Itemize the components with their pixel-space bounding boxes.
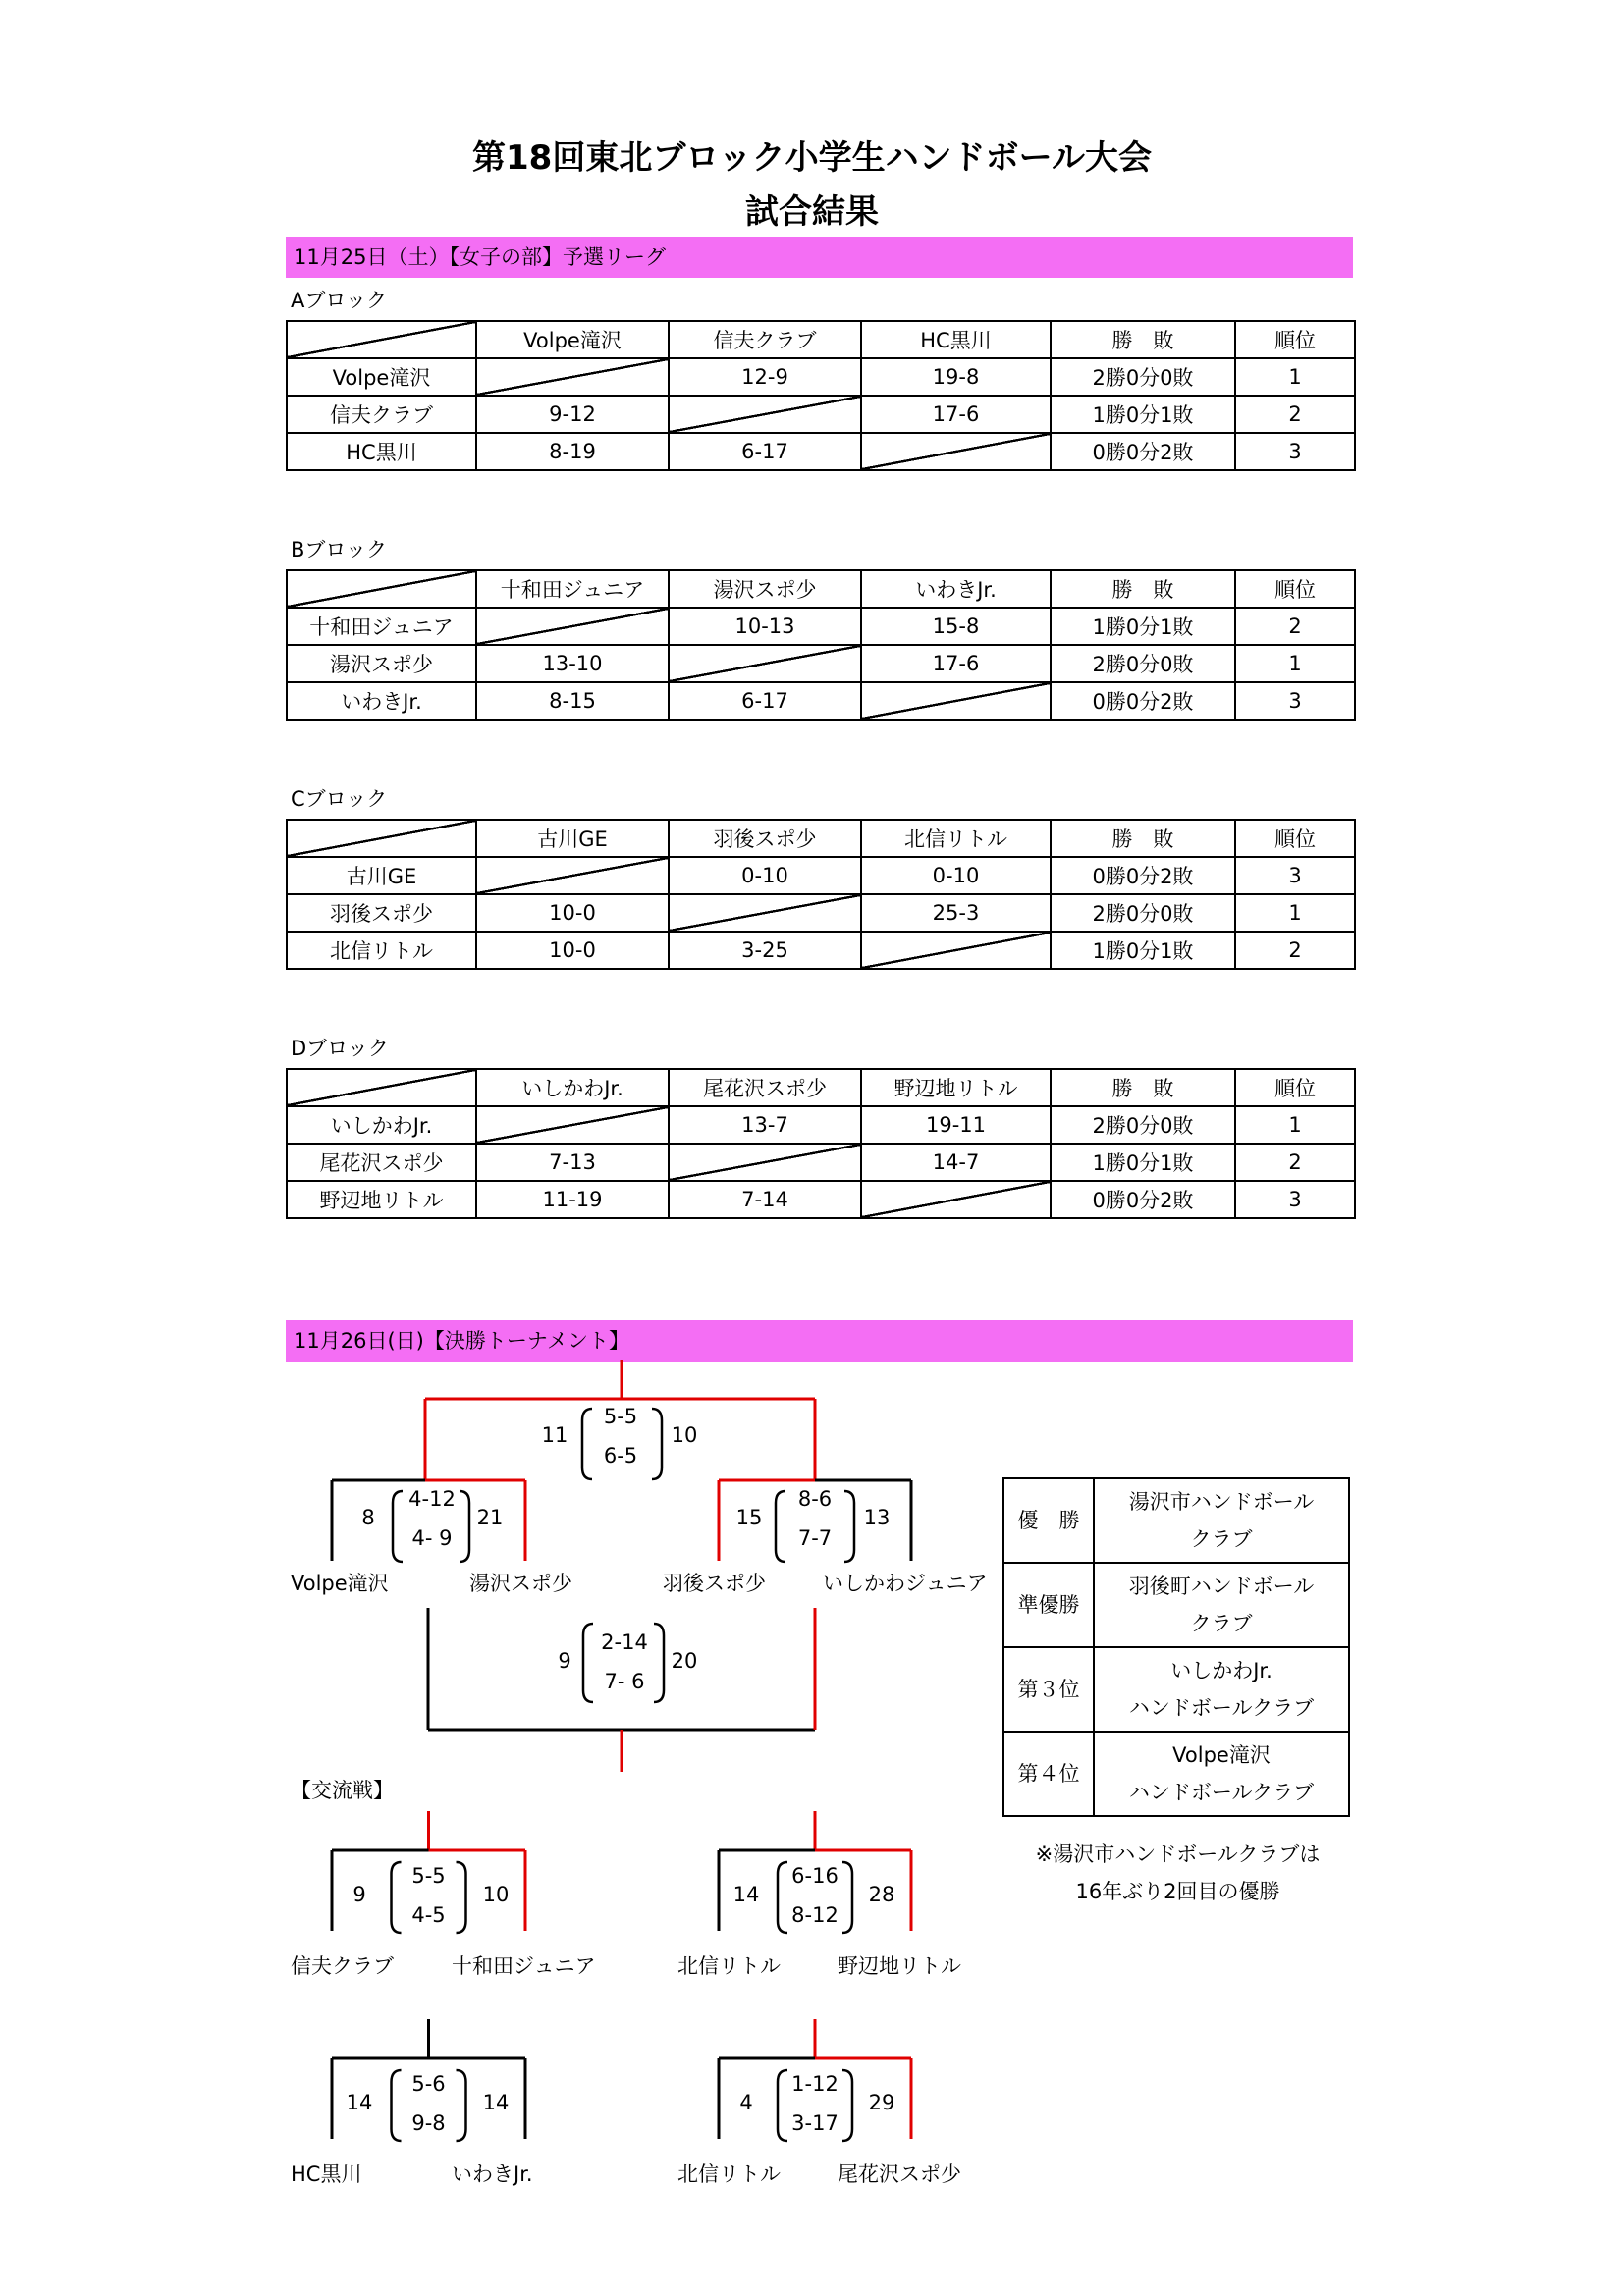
rank-cell: 2 bbox=[1235, 608, 1355, 645]
score-cell: 7-14 bbox=[669, 1181, 861, 1218]
third-left-total: 9 bbox=[558, 1649, 571, 1673]
sf1-half2: 4- 9 bbox=[411, 1526, 453, 1550]
standing-team bbox=[1094, 1732, 1349, 1816]
block-label: Dブロック bbox=[291, 1037, 389, 1060]
record-cell: 1勝0分1敗 bbox=[1051, 932, 1235, 969]
standing-team-line1: 羽後町ハンドボール bbox=[1128, 1575, 1315, 1598]
exchange-half2: 4-5 bbox=[411, 1903, 446, 1927]
page-subtitle: 試合結果 bbox=[745, 192, 879, 232]
standing-team-line2: クラブ bbox=[1190, 1612, 1253, 1635]
exchange-label: 【交流戦】 bbox=[291, 1779, 394, 1802]
standing-row bbox=[1003, 1563, 1349, 1647]
rank-cell: 2 bbox=[1235, 932, 1355, 969]
exchange-half1: 1-12 bbox=[791, 2072, 839, 2096]
score-cell: 10-0 bbox=[476, 894, 669, 932]
rank-cell: 3 bbox=[1235, 433, 1355, 470]
column-team-header: 信夫クラブ bbox=[669, 321, 861, 358]
rank-header: 順位 bbox=[1235, 820, 1355, 857]
row-team-name: 尾花沢スポ少 bbox=[287, 1144, 476, 1181]
third-half1: 2-14 bbox=[601, 1630, 648, 1654]
standing-team bbox=[1094, 1478, 1349, 1563]
score-cell: 0-10 bbox=[861, 857, 1051, 894]
row-team-name: いしかわJr. bbox=[287, 1106, 476, 1144]
rank-cell: 3 bbox=[1235, 682, 1355, 720]
final-right-total: 10 bbox=[671, 1423, 698, 1447]
rank-cell: 1 bbox=[1235, 894, 1355, 932]
column-team-header: 古川GE bbox=[476, 820, 669, 857]
exchange-left-total: 14 bbox=[732, 1883, 760, 1906]
third-bracket-close bbox=[654, 1624, 664, 1702]
standing-place: 準優勝 bbox=[1003, 1563, 1094, 1647]
column-team-header: 尾花沢スポ少 bbox=[669, 1069, 861, 1106]
rank-header: 順位 bbox=[1235, 570, 1355, 608]
score-cell: 10-13 bbox=[669, 608, 861, 645]
exchange-left-team: HC黒川 bbox=[291, 2163, 362, 2186]
sf1-right-total: 21 bbox=[476, 1506, 504, 1529]
standing-team bbox=[1094, 1563, 1349, 1647]
exchange-left-team: 北信リトル bbox=[677, 2163, 781, 2186]
sf2-right-total: 13 bbox=[863, 1506, 891, 1529]
exchange-half1: 5-6 bbox=[411, 2072, 446, 2096]
column-team-header: HC黒川 bbox=[861, 321, 1051, 358]
exchange-right-total: 10 bbox=[482, 1883, 510, 1906]
score-cell: 13-7 bbox=[669, 1106, 861, 1144]
row-team-name: 野辺地リトル bbox=[287, 1181, 476, 1218]
exchange-right-team: 尾花沢スポ少 bbox=[838, 2163, 961, 2186]
score-cell: 13-10 bbox=[476, 645, 669, 682]
standing-team-line1: Volpe滝沢 bbox=[1172, 1743, 1271, 1767]
score-cell: 6-17 bbox=[669, 433, 861, 470]
score-cell: 8-19 bbox=[476, 433, 669, 470]
exchange-right-team: 野辺地リトル bbox=[838, 1954, 961, 1978]
rank-cell: 1 bbox=[1235, 645, 1355, 682]
exchange-right-total: 14 bbox=[482, 2091, 510, 2114]
final-left-total: 11 bbox=[541, 1423, 568, 1447]
standing-team-line1: 湯沢市ハンドボール bbox=[1128, 1490, 1315, 1514]
rank-header: 順位 bbox=[1235, 1069, 1355, 1106]
rank-cell: 2 bbox=[1235, 1144, 1355, 1181]
record-header: 勝 敗 bbox=[1051, 1069, 1235, 1106]
standing-team-line2: クラブ bbox=[1190, 1527, 1253, 1551]
sf1-bracket-open bbox=[393, 1491, 403, 1562]
sf2-half2: 7-7 bbox=[797, 1526, 833, 1550]
rank-cell: 1 bbox=[1235, 1106, 1355, 1144]
column-team-header: Volpe滝沢 bbox=[476, 321, 669, 358]
score-cell: 17-6 bbox=[861, 396, 1051, 433]
record-cell: 1勝0分1敗 bbox=[1051, 608, 1235, 645]
block-label: Cブロック bbox=[291, 787, 388, 811]
final-half2: 6-5 bbox=[603, 1444, 638, 1468]
record-cell: 0勝0分2敗 bbox=[1051, 433, 1235, 470]
day2-header: 11月26日(日)【決勝トーナメント】 bbox=[286, 1320, 1353, 1362]
row-team-name: 古川GE bbox=[287, 857, 476, 894]
standing-row bbox=[1003, 1478, 1349, 1563]
final-bracket-close bbox=[652, 1409, 662, 1479]
page-title: 第18回東北ブロック小学生ハンドボール大会 bbox=[472, 138, 1152, 178]
score-cell: 11-19 bbox=[476, 1181, 669, 1218]
standing-row bbox=[1003, 1647, 1349, 1732]
sf2-bracket-close bbox=[844, 1491, 854, 1562]
score-cell: 3-25 bbox=[669, 932, 861, 969]
score-cell: 19-11 bbox=[861, 1106, 1051, 1144]
exchange-right-team: いわきJr. bbox=[452, 2163, 533, 2186]
column-team-header: 北信リトル bbox=[861, 820, 1051, 857]
rank-cell: 1 bbox=[1235, 358, 1355, 396]
score-cell: 12-9 bbox=[669, 358, 861, 396]
note-line2: 16年ぶり2回目の優勝 bbox=[1075, 1880, 1280, 1903]
record-cell: 0勝0分2敗 bbox=[1051, 1181, 1235, 1218]
record-header: 勝 敗 bbox=[1051, 321, 1235, 358]
exchange-half1: 6-16 bbox=[791, 1864, 839, 1888]
exchange-left-team: 信夫クラブ bbox=[291, 1954, 394, 1978]
record-header: 勝 敗 bbox=[1051, 820, 1235, 857]
row-team-name: HC黒川 bbox=[287, 433, 476, 470]
rank-cell: 2 bbox=[1235, 396, 1355, 433]
exchange-right-total: 28 bbox=[868, 1883, 895, 1906]
column-team-header: いしかわJr. bbox=[476, 1069, 669, 1106]
third-bracket-open bbox=[583, 1624, 593, 1702]
column-team-header: 湯沢スポ少 bbox=[669, 570, 861, 608]
block-label: Bブロック bbox=[291, 538, 387, 561]
note-line1: ※湯沢市ハンドボールクラブは bbox=[1035, 1842, 1321, 1866]
exchange-half1: 5-5 bbox=[411, 1864, 446, 1888]
sf2-left-team: 羽後スポ少 bbox=[663, 1572, 766, 1595]
exchange-left-team: 北信リトル bbox=[677, 1954, 781, 1978]
third-half2: 7- 6 bbox=[604, 1670, 645, 1693]
exchange-half2: 3-17 bbox=[791, 2111, 839, 2135]
sf2-bracket-open bbox=[776, 1491, 785, 1562]
standing-team-line2: ハンドボールクラブ bbox=[1128, 1696, 1315, 1720]
row-team-name: 羽後スポ少 bbox=[287, 894, 476, 932]
standing-place: 第３位 bbox=[1003, 1647, 1094, 1732]
record-cell: 2勝0分0敗 bbox=[1051, 1106, 1235, 1144]
standing-team bbox=[1094, 1647, 1349, 1732]
sf1-half1: 4-12 bbox=[408, 1487, 456, 1511]
sf1-left-total: 8 bbox=[361, 1506, 375, 1529]
row-team-name: 湯沢スポ少 bbox=[287, 645, 476, 682]
score-cell: 15-8 bbox=[861, 608, 1051, 645]
record-cell: 0勝0分2敗 bbox=[1051, 682, 1235, 720]
standing-row bbox=[1003, 1732, 1349, 1816]
sf1-right-team: 湯沢スポ少 bbox=[469, 1572, 572, 1595]
exchange-left-total: 9 bbox=[352, 1883, 366, 1906]
record-cell: 0勝0分2敗 bbox=[1051, 857, 1235, 894]
column-team-header: 野辺地リトル bbox=[861, 1069, 1051, 1106]
record-cell: 2勝0分0敗 bbox=[1051, 894, 1235, 932]
rank-cell: 3 bbox=[1235, 1181, 1355, 1218]
block-label: Aブロック bbox=[291, 289, 387, 312]
score-cell: 19-8 bbox=[861, 358, 1051, 396]
day1-header: 11月25日（土）【女子の部】予選リーグ bbox=[286, 237, 1353, 278]
row-team-name: 信夫クラブ bbox=[287, 396, 476, 433]
standing-team-line1: いしかわJr. bbox=[1170, 1659, 1272, 1682]
record-cell: 2勝0分0敗 bbox=[1051, 358, 1235, 396]
exchange-left-total: 14 bbox=[346, 2091, 373, 2114]
score-cell: 9-12 bbox=[476, 396, 669, 433]
score-cell: 14-7 bbox=[861, 1144, 1051, 1181]
rank-header: 順位 bbox=[1235, 321, 1355, 358]
column-team-header: 十和田ジュニア bbox=[476, 570, 669, 608]
score-cell: 0-10 bbox=[669, 857, 861, 894]
final-standings-table bbox=[1002, 1477, 1350, 1817]
row-team-name: 北信リトル bbox=[287, 932, 476, 969]
record-cell: 2勝0分0敗 bbox=[1051, 645, 1235, 682]
record-cell: 1勝0分1敗 bbox=[1051, 1144, 1235, 1181]
sf1-left-team: Volpe滝沢 bbox=[291, 1572, 389, 1595]
final-half1: 5-5 bbox=[603, 1405, 638, 1428]
third-right-total: 20 bbox=[671, 1649, 698, 1673]
exchange-half2: 9-8 bbox=[411, 2111, 446, 2135]
row-team-name: いわきJr. bbox=[287, 682, 476, 720]
standing-place: 第４位 bbox=[1003, 1732, 1094, 1816]
score-cell: 17-6 bbox=[861, 645, 1051, 682]
column-team-header: 羽後スポ少 bbox=[669, 820, 861, 857]
sf2-half1: 8-6 bbox=[797, 1487, 833, 1511]
column-team-header: いわきJr. bbox=[861, 570, 1051, 608]
standing-team-line2: ハンドボールクラブ bbox=[1128, 1781, 1315, 1804]
exchange-right-total: 29 bbox=[868, 2091, 895, 2114]
exchange-half2: 8-12 bbox=[791, 1903, 839, 1927]
score-cell: 8-15 bbox=[476, 682, 669, 720]
score-cell: 10-0 bbox=[476, 932, 669, 969]
score-cell: 6-17 bbox=[669, 682, 861, 720]
standing-place: 優 勝 bbox=[1003, 1478, 1094, 1563]
record-header: 勝 敗 bbox=[1051, 570, 1235, 608]
exchange-right-team: 十和田ジュニア bbox=[452, 1954, 596, 1978]
sf2-right-team: いしかわジュニア bbox=[823, 1572, 988, 1595]
row-team-name: 十和田ジュニア bbox=[287, 608, 476, 645]
record-cell: 1勝0分1敗 bbox=[1051, 396, 1235, 433]
score-cell: 25-3 bbox=[861, 894, 1051, 932]
sf2-left-total: 15 bbox=[735, 1506, 763, 1529]
row-team-name: Volpe滝沢 bbox=[287, 358, 476, 396]
rank-cell: 3 bbox=[1235, 857, 1355, 894]
score-cell: 7-13 bbox=[476, 1144, 669, 1181]
exchange-left-total: 4 bbox=[739, 2091, 753, 2114]
